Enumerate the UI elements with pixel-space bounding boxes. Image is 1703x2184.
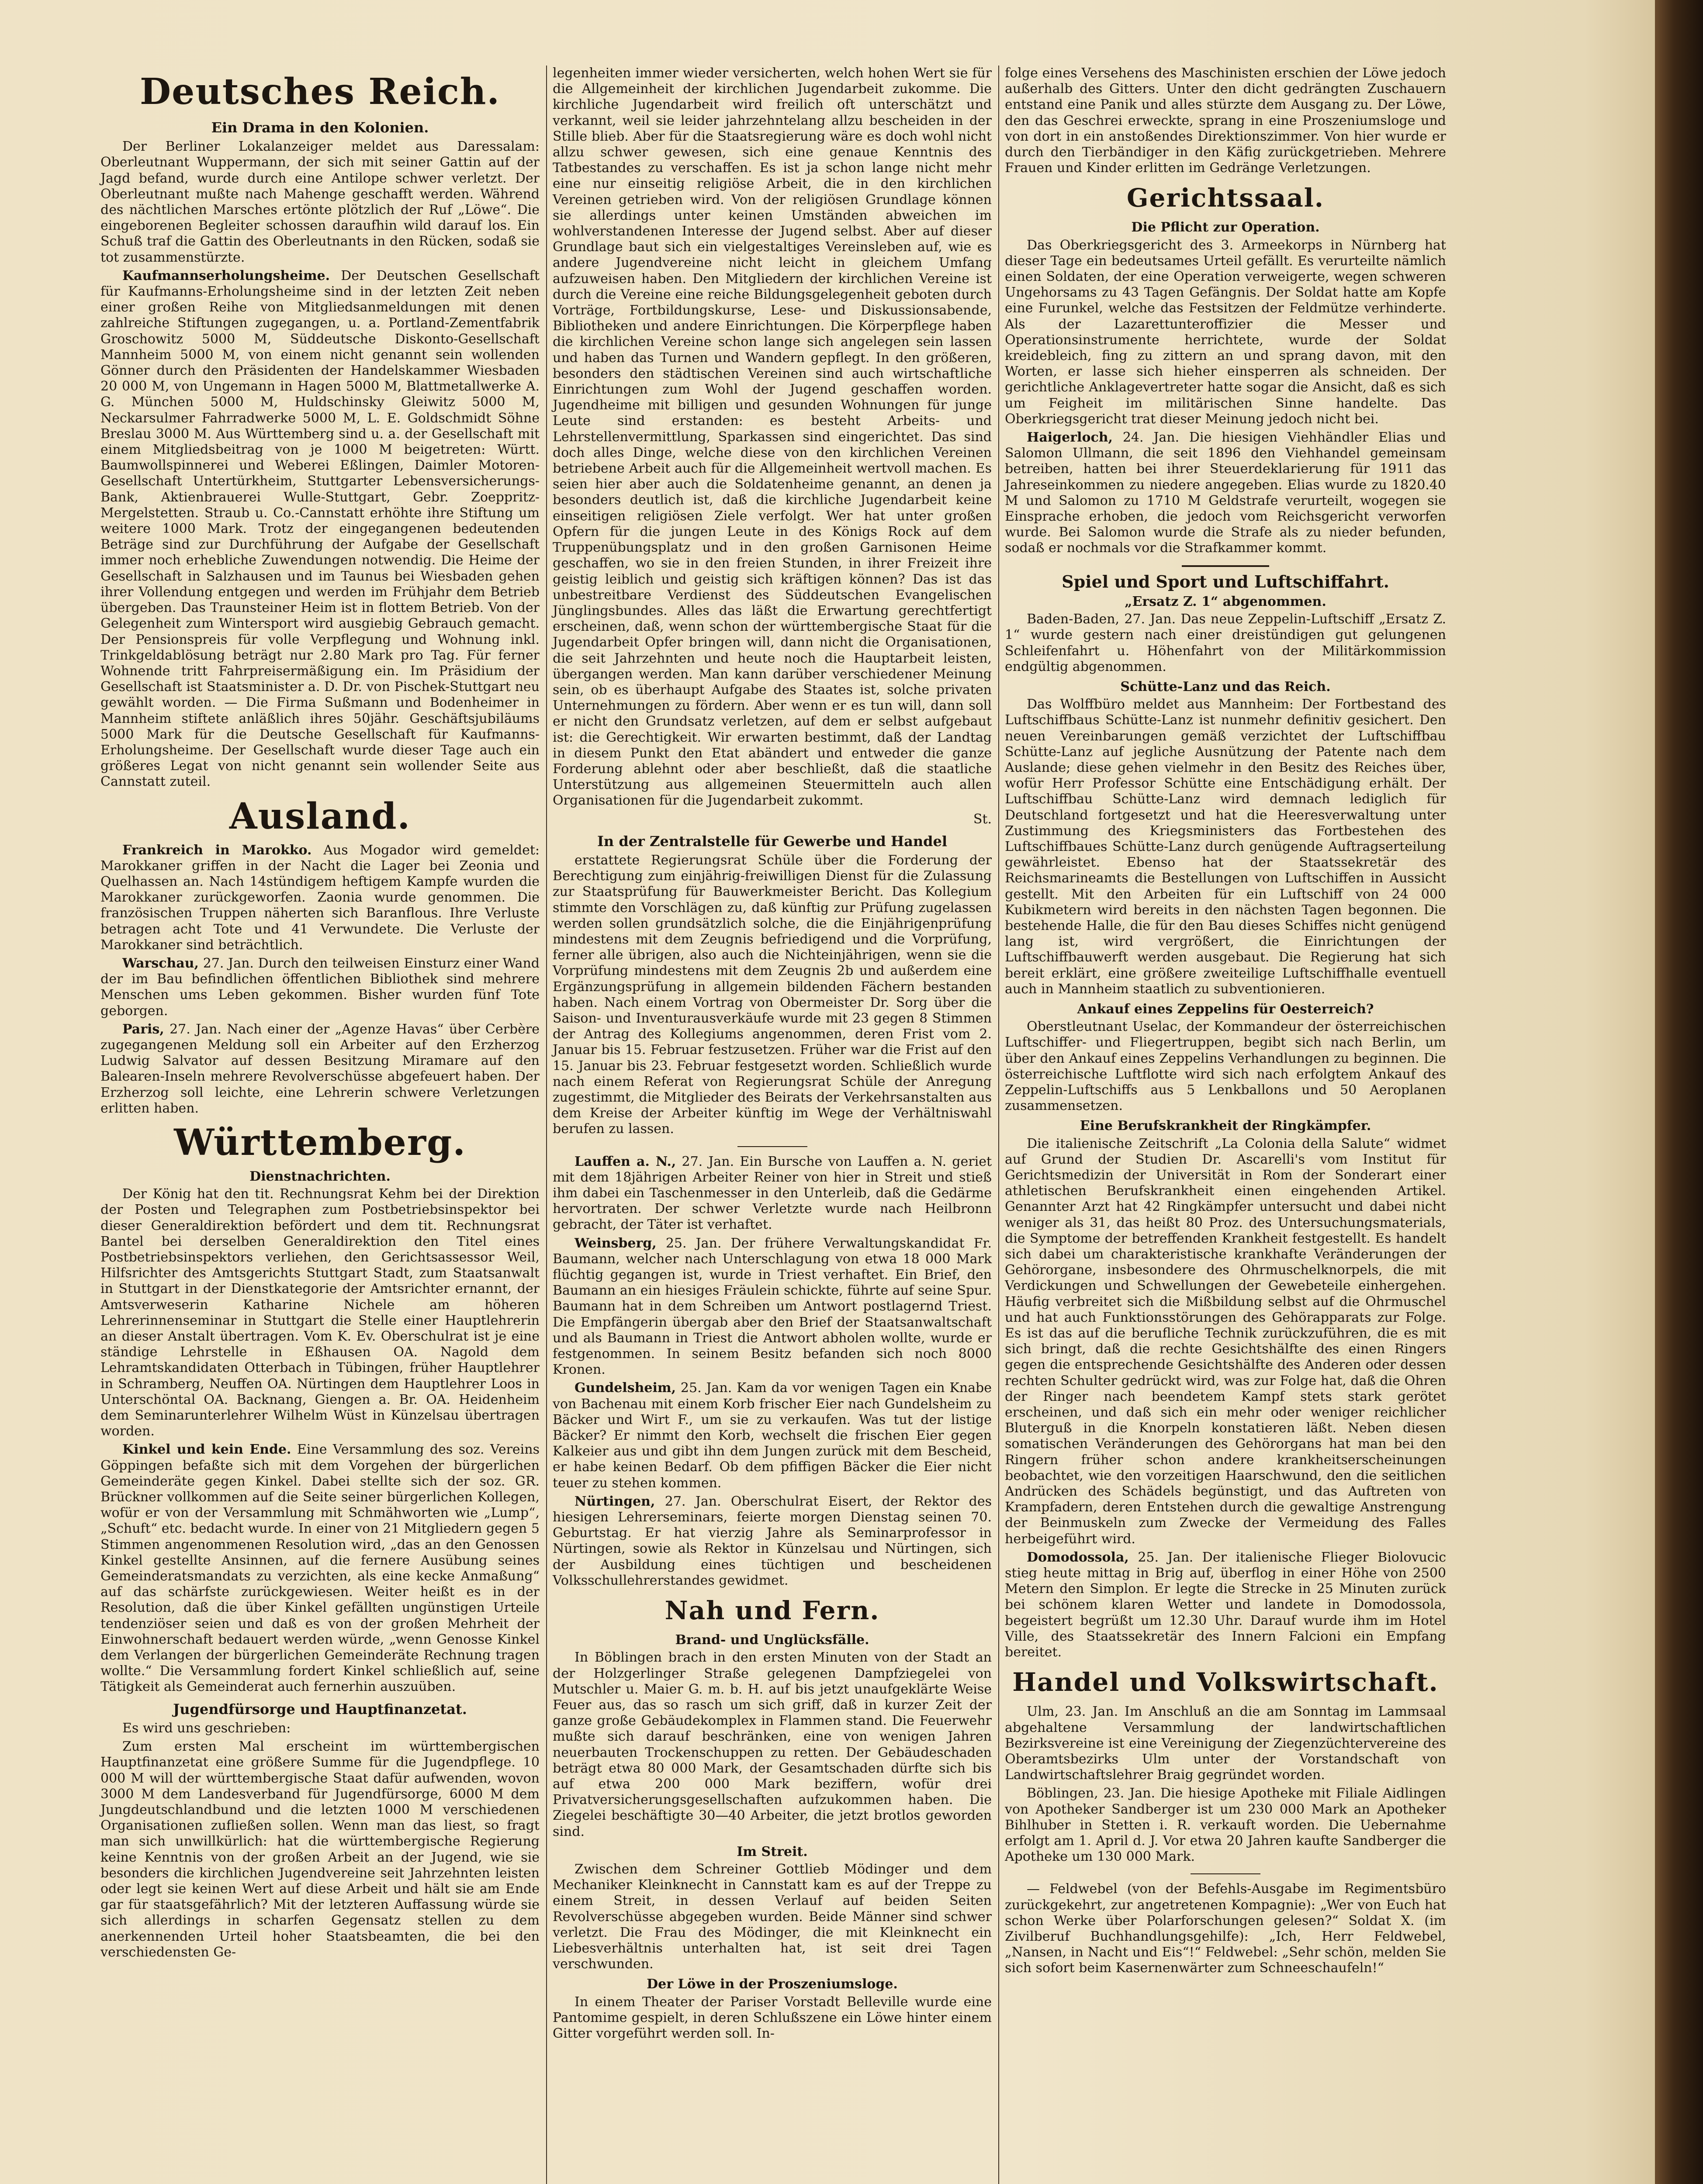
article-heading: Die Pflicht zur Operation. [1131, 220, 1320, 235]
article-body: Eine Versammlung des soz. Vereins Göppingen befaßte sich mit dem Vorgehen der bürgerlichen Gemeinderäte gegen Kinkel. Dabei stellte sich der soz. GR. Brückner vollkommen auf die Seite seiner bürgerlichen Kollegen, wofür er von der Versammlung mit Schmähworten wie „Lump“, „Schuft“ etc. bedacht wurde. In einer von 21 Mitgliedern gegen 5 Stimmen angenommenen Resolution wird, „das an den Genossen Kinkel gestellte Ansinnen, auf die fernere Ausübung seines Gemeinderatsmandats zu verzichten, als eine kecke Anmaßung“ auf das schärfste zurückgewiesen. Weiter heißt es in der Resolution, daß die über Kinkel gefällten ungünstigen Urteile tendenziöser seien und daß es von der großen Mehrheit der Einwohnerschaft bedauert werden würde, „wenn Genosse Kinkel dem Verlangen der bürgerlichen Gemeinderäte Rechnung tragen wollte.“ Die Versammlung fordert Kinkel schließlich auf, seine Tätigkeit als Gemeinderat auch fernerhin auszuüben. [100, 1442, 540, 1695]
article-text: legenheiten immer wieder versicherten, welch hohen Wert sie für die Allgemeinheit der kirchlichen Jugendarbeit zukomme. Die kirchliche Jugendarbeit wird freilich oft unterschätzt und verkannt, weil sie leider jahrzehntelang allzu bescheiden in der Stille blieb. Aber für die Staatsregierung wäre es doch wohl nicht allzu schwer gewesen, sich eine genaue Kenntnis des Tatbestandes zu verschaffen. Es ist ja schon lange nicht mehr eine nur einseitig religiöse Arbeit, die in den kirchlichen Vereinen getrieben wird. Von der religiösen Grundlage können sie allerdings unter keinen Umständen abweichen im wohlverstandenen Interesse der Jugend selbst. Aber auf dieser Grundlage baut sich ein vielgestaltiges Vereinsleben auf, wie es andere Jugendvereine nicht leicht in gleichem Umfang aufzuweisen haben. Den Mitgliedern der kirchlichen Vereine ist durch die Vereine eine reiche Bildungsgelegenheit geboten durch Vorträge, Fortbildungskurse, Lese- und Diskussionsabende, Bibliotheken und andere Einrichtungen. Die Körperpflege haben die kirchlichen Vereine schon lange sich angelegen sein lassen und haben das Turnen und Wandern gepflegt. In den größeren, besonders den städtischen Vereinen sind auch wirtschaftliche Einrichtungen zum Wohl der Jugend geschaffen worden. Jugendheime mit billigen und gesunden Wohnungen für junge Leute sind erstanden: es besteht Arbeits- und Lehrstellenvermittlung, Sparkassen sind eingerichtet. Das sind doch alles Dinge, welche diese von den kirchlichen Vereinen betriebene Arbeit auch für die Allgemeinheit wertvoll machen. Es seien hier aber auch die Soldatenheime genannt, an denen ja besonders deutlich ist, daß die kirchliche Jugendarbeit keine einseitigen religiösen Ziele verfolgt. Wer hat unter großen Opfern für die jungen Leute in des Königs Rock auf dem Truppenübungsplatz und in den großen Garnisonen Heime geschaffen, wo sie in den freien Stunden, in ihrer Freizeit ihre geistig leiblich und geistig sich kräftigen können? Das ist das unbestreitbare Verdienst des Süddeutschen Evangelischen Jünglingsbundes. Alles das läßt die Erwartung gerechtfertigt erscheinen, daß, wenn schon der württembergische Staat für die Jugendarbeit Opfer bringen will, dann nicht die Organisationen, die seit Jahrzehnten und heute noch die Hauptarbeit leisten, übergangen werden. Man kann darüber verschiedener Meinung sein, ob es überhaupt Aufgabe des Staates ist, solche privaten Unternehmungen zu fördern. Aber wenn er es tun will, dann soll er nicht den Grundsatz verletzen, auf dem er selbst aufgebaut ist: die Gerechtigkeit. Wir erwarten bestimmt, daß der Landtag in diesem Punkt den Etat abändert und entweder die ganze Forderung ablehnt oder aber beschließt, daß die staatliche Unterstützung aus allgemeinen Steuermitteln auch allen Organisationen für die Jugendarbeit zukommt. [553, 66, 992, 809]
article-lead: Haigerloch, [1027, 430, 1113, 446]
article-text [100, 1022, 540, 1116]
section-title-wuerttemberg: Württemberg. [174, 1121, 466, 1164]
section-title-gerichtssaal: Gerichtssaal. [1127, 183, 1324, 213]
article-text: Zwischen dem Schreiner Gottlieb Mödinger und dem Mechaniker Kleinknecht in Cannstatt kam es auf der Treppe zu einem Streit, in dessen Verlauf auf beiden Seiten Revolverschüsse abgegeben wurden. Beide Männer sind schwer verletzt. Die Frau des Mödinger, die mit Kleinknecht ein Liebesverhältnis unterhalten hat, ist seit drei Tagen verschwunden. [553, 1861, 992, 1972]
divider [1182, 565, 1269, 567]
article-lead: Weinsberg, [575, 1235, 657, 1251]
article-text: Der König hat den tit. Rechnungsrat Kehm bei der Direktion der Posten und Telegraphen zum Postbetriebsinspektor bei dieser Generaldirektion befördert und dem tit. Rechnungsrat Bantel bei derselben Generaldirektion den Titel eines Postbetriebsinspektors verliehen, den Gerichtsassessor Weil, Hilfsrichter des Amtsgerichts Stuttgart Stadt, zum Staatsanwalt in Stuttgart in der Dienstkategorie der Amtsrichter ernannt, der Amtsverweserin Katharine Nichele am höheren Lehrerinnenseminar in Stuttgart die Stelle einer Hauptlehrerin an dieser Anstalt übertragen. Vom K. Ev. Oberschulrat ist je eine ständige Lehrstelle in Eßhausen OA. Nagold dem Lehramtskandidaten Otterbach in Tübingen, früher Hauptlehrer in Schramberg, Neuffen OA. Nürtingen dem Hauptlehrer Loos in Unterschöntal OA. Backnang, Giengen a. Br. OA. Heidenheim dem Seminarunterlehrer Wilhelm Wüst in Künzelsau übertragen worden. [100, 1186, 540, 1439]
book-binding [1655, 0, 1703, 2184]
article-lead: Domodossola, [1027, 1549, 1129, 1565]
article-text: In einem Theater der Pariser Vorstadt Belleville wurde eine Pantomime gespielt, in deren Schlußszene ein Löwe hinter einem Gitter vorgeführt werden soll. In- [553, 1994, 992, 2041]
section-title-deutsches-reich: Deutsches Reich. [140, 71, 500, 113]
column-2 [553, 66, 992, 2044]
article-signature: St. [973, 811, 992, 827]
article-text [1005, 1550, 1446, 1660]
article-lead: Kaufmannserholungsheime. [122, 268, 330, 283]
article-text [553, 1154, 992, 1233]
article-text: Ulm, 23. Jan. Im Anschluß an die am Sonntag im Lammsaal abgehaltene Versammlung der landwirtschaftlichen Bezirksvereine ist eine Vereinigung der Ziegenzüchtervereine des Oberamtsbezirks Ulm unter der Vorstandschaft von Landwirtschaftslehrer Braig gegründet worden. [1005, 1704, 1446, 1783]
article-lead: Paris, [122, 1021, 164, 1037]
article-heading: Ankauf eines Zeppelins für Oesterreich? [1077, 1001, 1374, 1017]
article-text: erstattete Regierungsrat Schüle über die Forderung der Berechtigung zum einjährig-freiwilligen Dienst für die Zulassung zur Staatsprüfung für Bauwerkmeister Bericht. Das Kollegium stimmte den Vorschlägen zu, daß künftig zur Prüfung zugelassen werden sollen grundsätzlich solche, die die Einjährigenprüfung mindestens mit dem Zeugnis befriedigend und die Vorprüfung, ferner alle übrigen, also auch die Nichteinjährigen, wenn sie die Vorprüfung mindestens mit dem Zeugnis 2b und außerdem eine Ergänzungsprüfung in allgemein bildenden Fächern bestanden haben. Nach einem Vortrag von Obermeister Dr. Sorg über die Saison- und Inventurausverkäufe wurde mit 23 gegen 8 Stimmen der Antrag des Kollegiums angenommen, deren Frist vom 2. Januar bis 15. Februar festzusetzen. Früher war die Frist auf den 15. Januar bis 23. Februar festgesetzt worden. Schließlich wurde nach einem Referat von Regierungsrat Schüle der Anregung zugestimmt, die Mitglieder des Beirats der Verkehrsanstalten aus dem Kreise der Arbeiter künftig im Wege der Verhältniswahl berufen zu lassen. [553, 852, 992, 1137]
article-lead: Kinkel und kein Ende. [122, 1442, 291, 1458]
article-body: Aus Mogador wird gemeldet: Marokkaner griffen in der Nacht die Lager bei Zeonia und Quelhassen an. Nach 14stündigem heftigem Kampfe wurden die Marokkaner zurückgeworfen. Zaonia wurde genommen. Die französischen Truppen näherten sich Baranflous. Ihre Verluste betragen acht Tote und 41 Verwundete. Die Verluste der Marokkaner sind beträchtlich. [100, 842, 540, 953]
article-text: Oberstleutnant Uselac, der Kommandeur der österreichischen Luftschiffer- und Fliegertruppen, begibt sich nach Berlin, um über den Ankauf eines Zeppelins Verhandlungen zu beginnen. Die österreichische Luftflotte wird sich nach erfolgtem Ankauf des Zeppelin-Luftschiffs aus 5 Lenkballons und 50 Aeroplanen zusammensetzen. [1005, 1019, 1446, 1114]
article-heading: Im Streit. [737, 1844, 808, 1859]
article-heading: Schütte-Lanz und das Reich. [1120, 679, 1331, 695]
article-text [100, 956, 540, 1019]
article-body: 25. Jan. Der frühere Verwaltungskandidat Fr. Baumann, welcher nach Unterschlagung von etwa 18 000 Mark flüchtig gegangen ist, wurde in Triest verhaftet. Ein Brief, den Baumann an ein hiesiges Fräulein schickte, führte auf seine Spur. Baumann hat in dem Schreiben um Antwort postlagernd Triest. Die Empfängerin übergab aber den Brief der Staatsanwaltschaft und als Baumann in Triest die Antwort abholen wollte, wurde er festgenommen. In seinem Besitz befanden sich noch 8000 Kronen. [553, 1235, 992, 1378]
article-heading: Brand- und Unglücksfälle. [675, 1632, 869, 1648]
article-heading: Eine Berufskrankheit der Ringkämpfer. [1080, 1118, 1371, 1134]
column-1 [100, 66, 540, 1963]
column-rule [998, 66, 999, 2184]
article-heading: „Ersatz Z. 1“ abgenommen. [1125, 594, 1326, 609]
article-lead: Gundelsheim, [575, 1380, 676, 1396]
article-text: Zum ersten Mal erscheint im württembergischen Hauptfinanzetat eine größere Summe für die Jugendpflege. 10 000 M will der württembergische Staat dafür aufwenden, wovon 3000 M dem Landesverband für Jugendfürsorge, 6000 M dem Jungdeutschlandbund und die letzten 1000 M verschiedenen Organisationen zufließen sollen. Wenn man das liest, so fragt man sich unwillkürlich: hat die württembergische Regierung keine Kenntnis von der großen Arbeit an der Jugend, wie sie besonders die kirchlichen Jugendvereine seit Jahrzehnten leisten oder legt sie keinen Wert auf diese Arbeit und hält sie am Ende gar für staatsgefährlich? Mit der letzteren Auffassung würde sie sich allerdings in scharfen Gegensatz stellen zu dem anerkennenden Urteil hoher Staatsbeamten, die bei den verschiedensten Ge- [100, 1739, 540, 1960]
article-body: Der Deutschen Gesellschaft für Kaufmanns-Erholungsheime sind in der letzten Zeit neben einer großen Reihe von Mitgliedsanmeldungen mit denen zahlreiche Stiftungen zugegangen, u. a. Portland-Zementfabrik Groschowitz 5000 M, Süddeutsche Diskonto-Gesellschaft Mannheim 5000 M, von einem nicht genannt sein wollenden Gönner durch den Präsidenten der Handelskammer Wiesbaden 20 000 M, von Ungemann in Hagen 5000 M, Blattmetallwerke A. G. München 5000 M, Huldschinsky Gleiwitz 5000 M, Neckarsulmer Fahrradwerke 5000 M, L. E. Goldschmidt Söhne Breslau 3000 M. Aus Württemberg sind u. a. der Gesellschaft mit einem Mitgliedsbeitrag von je 1000 M beigetreten: Württ. Baumwollspinnerei und Weberei Eßlingen, Daimler Motoren-Gesellschaft Untertürkheim, Stuttgarter Lebensversicherungs-Bank, Aktienbrauerei Wulle-Stuttgart, Gebr. Zoeppritz-Mergelstetten. Straub u. Co.-Cannstatt erhöhte ihre Stiftung um weitere 1000 Mark. Trotz der eingegangenen bedeutenden Beträge sind zur Durchführung der Aufgabe der Gesellschaft immer noch erhebliche Zuwendungen notwendig. Die Heime der Gesellschaft in Salzhausen und im Taunus bei Wiesbaden gehen ihrer Vollendung entgegen und werden im Frühjahr dem Betrieb übergeben. Das Traunsteiner Heim ist in flottem Betrieb. Von der Gelegenheit zum Wintersport wird ausgiebig Gebrauch gemacht. Der Pensionspreis für volle Verpflegung und Wohnung inkl. Trinkgeldablösung beträgt nur 2.80 Mark pro Tag. Für ferner Wohnende tritt Fahrpreisermäßigung ein. Im Präsidium der Gesellschaft ist Staatsminister a. D. Dr. von Pischek-Stuttgart neu gewählt worden. — Die Firma Sußmann und Bodenheimer in Mannheim stiftete anläßlich ihres 50jähr. Geschäftsjubiläums 5000 Mark für die Deutsche Gesellschaft für Kaufmanns-Erholungsheime. Der Gesellschaft wurde dieser Tage auch ein größeres Legat von nicht genannt sein wollender Seite aus Cannstatt zuteil. [100, 268, 540, 790]
article-heading: Ein Drama in den Kolonien. [211, 119, 429, 136]
article-body: 25. Jan. Der italienische Flieger Biolovucic stieg heute mittag in Brig auf, überflog in einer Höhe von 2500 Metern den Simplon. Er legte die Strecke in 25 Minuten zurück bei schönem klaren Wetter und landete in Domodossola, begeistert begrüßt um 12.30 Uhr. Darauf wurde ihm im Hotel Ville, des Staatssekretär des Innern Falcioni ein Empfang bereitet. [1005, 1549, 1446, 1660]
article-lead: Lauffen a. N., [575, 1154, 676, 1169]
article-text: — Feldwebel (von der Befehls-Ausgabe im Regimentsbüro zurückgekehrt, zur angetretenen Kompagnie): „Wer von Euch hat schon Werke über Polarforschungen gelesen?“ Soldat X. (im Zivilberuf Buchhandlungsgehilfe): „Ich, Herr Feldwebel, „Nansen, in Nacht und Eis“!“ Feldwebel: „Sehr schön, melden Sie sich sofort beim Kasernenwärter zum Schneeschaufeln!“ [1005, 1881, 1446, 1976]
article-heading: Jugendfürsorge und Hauptfinanzetat. [173, 1700, 467, 1717]
article-text: Die italienische Zeitschrift „La Colonia della Salute“ widmet auf Grund der Studien Dr. Ascarelli's vom Institut für Gerichtsmedizin der Universität in Rom der Sonderart einer athletischen Berufskrankheit einen eingehenden Artikel. Genannter Arzt hat 42 Ringkämpfer untersucht und dabei nicht weniger als 31, das heißt 80 Proz. des Untersuchungsmaterials, die Symptome der betreffenden Krankheit festgestellt. Es handelt sich dabei um charakteristische krankhafte Veränderungen der Gehörorgane, insbesondere des Ohrmuschelknorpels, die mit Verdickungen und Schwellungen der Gewebeteile einhergehen. Häufig verbreitet sich die Mißbildung selbst auf die Ohrmuschel und hat auch Funktionsstörungen des Gehörapparats zur Folge. Es ist das auf die berufliche Technik zurückzuführen, die es mit sich bringt, daß die rechte Gesichtshälfte des einen Ringers gegen die entsprechende Gesichtshälfte des Anderen oder dessen rechten Schulter gedrückt wird, was zur Folge hat, daß die Ohren der Ringer nach beendetem Kampf stets stark gerötet erscheinen, und daß sich ein mehr oder weniger reichlicher Bluterguß in die Knorpeln konstatieren läßt. Neben diesen somatischen Veränderungen des Gehörorgans hat man bei den Ringern früher schon andere krankheitserscheinungen beobachtet, wie den vorzeitigen Haarschwund, den die seitlichen Andrücken des Schädels begünstigt, und das Auftreten von Krampfadern, deren Entstehen durch die gewaltige Anstrengung der Beinmuskeln zum Zwecke der Vermeidung des Falles herbeigeführt wird. [1005, 1136, 1446, 1547]
article-body: 24. Jan. Die hiesigen Viehhändler Elias und Salomon Ullmann, die seit 1896 den Viehhandel gemeinsam betreiben, hatten bei ihrer Steuerdeklarierung für 1911 das Jahreseinkommen zu niedere angegeben. Elias wurde zu 1820.40 M und Salomon zu 1710 M Geldstrafe verurteilt, wogegen sie Einsprache erhoben, die jedoch vom Reichsgericht verworfen wurde. Bei Salomon wurde die Strafe als zu nieder befunden, sodaß er nochmals vor die Strafkammer kommt. [1005, 430, 1446, 556]
section-title-handel: Handel und Volkswirtschaft. [1012, 1667, 1439, 1697]
article-heading: In der Zentralstelle für Gewerbe und Handel [597, 833, 948, 850]
article-text [100, 843, 540, 953]
article-text: In Böblingen brach in den ersten Minuten von der Stadt an der Holzgerlinger Straße gelegenen Dampfziegelei von Mutschler u. Maier G. m. b. H. auf bis jetzt unaufgeklärte Weise Feuer aus, das so rasch um sich griff, daß in kurzer Zeit der ganze große Gebäudekomplex in Flammen stand. Die Feuerwehr mußte sich darauf beschränken, eine von wenigen Jahren neuerbauten Trockenschuppen zu retten. Der Gebäudeschaden beträgt etwa 80 000 Mark, der Gesamtschaden dürfte sich bis auf etwa 200 000 Mark beziffern, wofür drei Privatversicherungsgesellschaften aufzukommen haben. Die Ziegelei beschäftigte 30—40 Arbeiter, die jetzt brotlos geworden sind. [553, 1650, 992, 1839]
article-subheading: Es wird uns geschrieben: [122, 1720, 291, 1736]
article-text [100, 268, 540, 790]
column-3 [1005, 66, 1446, 1979]
column-rule [546, 66, 547, 2184]
section-title-ausland: Ausland. [229, 795, 411, 837]
article-heading: Dienstnachrichten. [249, 1168, 391, 1184]
article-body: 25. Jan. Kam da vor wenigen Tagen ein Knabe von Bachenau mit einem Korb frischer Eier nach Gundelsheim zu Bäcker und Wirt F., um sie zu verkaufen. Was tut der listige Bäcker? Er nimmt den Korb, wechselt die frischen Eier gegen Kalkeier aus und gibt ihn dem Jungen zurück mit dem Bescheid, er habe keinen Bedarf. Ob dem pfiffigen Bäcker die Eier nicht teuer zu stehen kommen. [553, 1380, 992, 1491]
article-text: Das Oberkriegsgericht des 3. Armeekorps in Nürnberg hat dieser Tage ein bedeutsames Urteil gefällt. Es verurteilte nämlich einen Soldaten, der eine Operation verweigerte, wegen schweren Ungehorsams zu 43 Tagen Gefängnis. Der Soldat hatte am Kopfe eine Furunkel, welche das Festsitzen der Feldmütze verhinderte. Als der Lazarettunteroffizier die Messer und Operationsinstrumente herrichtete, wurde der Soldat kreidebleich, fing zu zittern an und sprang davon, mit den Worten, er lasse sich hieher einsperren als schneiden. Der gerichtliche Anklagevertreter hatte sogar die Ansicht, daß es sich um Feigheit im militärischen Sinne handelte. Das Oberkriegsgericht trat dieser Meinung jedoch nicht bei. [1005, 237, 1446, 427]
article-body: 27. Jan. Oberschulrat Eisert, der Rektor des hiesigen Lehrerseminars, feierte morgen Dienstag seinen 70. Geburtstag. Er hat vierzig Jahre als Seminarprofessor in Nürtingen, sowie als Rektor in Künzelsau und Nürtingen, sich der Ausbildung eines tüchtigen und bescheidenen Volksschullehrerstandes gewidmet. [553, 1493, 992, 1588]
article-text [100, 1442, 540, 1695]
article-body: 27. Jan. Nach einer der „Agenze Havas“ über Cerbère zugegangenen Meldung soll ein Arbeiter auf den Erzherzog Ludwig Salvator auf dessen Besitzung Miramare auf den Balearen-Inseln mehrere Revolverschüsse abgefeuert haben. Der Erzherzog soll leichte, eine Lehrerin schwere Verletzungen erlitten haben. [100, 1021, 540, 1116]
article-text [1005, 430, 1446, 556]
article-text [553, 1494, 992, 1589]
article-lead: Nürtingen, [575, 1493, 655, 1509]
article-lead: Frankreich in Marokko. [122, 842, 312, 858]
article-text: Das Wolffbüro meldet aus Mannheim: Der Fortbestand des Luftschiffbaus Schütte-Lanz ist nunmehr definitiv gesichert. Den neuen Vereinbarungen gemäß verzichtet der Luftschiffbau Schütte-Lanz auf jegliche Ausnützung der Patente nach dem Auslande; diese gehen vielmehr in den Besitz des Reiches über, wofür Herr Professor Schütte eine Entschädigung erhält. Der Luftschiffbau Schütte-Lanz wird demnach lediglich für Deutschland fortgesetzt und hat die Heeresverwaltung unter Zustimmung des Kriegsministers das Fortbestehen des Luftschiffbaues Schütte-Lanz durch genügende Auftragserteilung gewährleistet. Ebenso hat der Staatssekretär des Reichsmarineamts die Bestellungen von Luftschiffen in Aussicht gestellt. Mit den Arbeiten für ein Luftschiff von 24 000 Kubikmetern wird bereits in den nächsten Tagen begonnen. Die bestehende Halle, die für den Bau dieses Schiffes nicht genügend lang ist, wird vergrößert, die Einrichtungen der Luftschiffbauwerft werden ausgebaut. Die Regierung hat sich bereit erklärt, eine größere zweiteilige Luftschiffhalle eventuell auch in Mannheim staatlich zu subventionieren. [1005, 697, 1446, 997]
article-lead: Warschau, [122, 955, 199, 971]
article-text: folge eines Versehens des Maschinisten erschien der Löwe jedoch außerhalb des Gitters. Unter den dicht gedrängten Zuschauern entstand eine Panik und alles stürzte dem Ausgang zu. Der Löwe, den das Geschrei erweckte, sprang in eine Proszeniumsloge und von dort in ein anstoßendes Direktionszimmer. Von hier wurde er durch den Tierbändiger in den Käfig zurückgetrieben. Mehrere Frauen und Kinder erlitten im Gedränge Verletzungen. [1005, 66, 1446, 176]
article-text [553, 1380, 992, 1491]
article-text [553, 1236, 992, 1378]
article-text: Baden-Baden, 27. Jan. Das neue Zeppelin-Luftschiff „Ersatz Z. 1“ wurde gestern nach einer dreistündigen gut gelungenen Schleifenfahrt u. Höhenfahrt von der Militärkommission endgültig abgenommen. [1005, 612, 1446, 674]
section-title-spiel-sport: Spiel und Sport und Luftschiffahrt. [1062, 571, 1389, 591]
article-body: 27. Jan. Durch den teilweisen Einsturz einer Wand der im Bau befindlichen öffentlichen Bibliothek sind mehrere Menschen ums Leben gekommen. Bisher wurden fünf Tote geborgen. [100, 955, 540, 1019]
article-body: 27. Jan. Ein Bursche von Lauffen a. N. geriet mit dem 18jährigen Arbeiter Reiner von hier in Streit und stieß ihm dabei ein Taschenmesser in den Unterleib, daß die Gedärme hervortraten. Der schwer Verletzte wurde nach Heilbronn gebracht, der Täter ist verhaftet. [553, 1154, 992, 1233]
article-text: Der Berliner Lokalanzeiger meldet aus Daressalam: Oberleutnant Wuppermann, der sich mit seiner Gattin auf der Jagd befand, wurde durch eine Antilope schwer verletzt. Der Oberleutnant mußte nach Mahenge geschafft werden. Während des nächtlichen Marsches ertönte plötzlich der Ruf „Löwe“. Die eingeborenen Begleiter schossen daraufhin wild darauf los. Ein Schuß traf die Gattin des Oberleutnants in den Rücken, sodaß sie tot zusammenstürzte. [100, 139, 540, 265]
section-title-nah-und-fern: Nah und Fern. [665, 1596, 880, 1626]
divider [737, 1146, 807, 1147]
divider [1191, 1873, 1260, 1874]
article-text: Böblingen, 23. Jan. Die hiesige Apotheke mit Filiale Aidlingen von Apotheker Sandberger ist um 230 000 Mark an Apotheker Bihlhuber in Stetten i. R. verkauft worden. Die Uebernahme erfolgt am 1. April d. J. Vor etwa 20 Jahren kaufte Sandberger die Apotheke um 130 000 Mark. [1005, 1786, 1446, 1865]
article-heading: Der Löwe in der Proszeniumsloge. [647, 1977, 898, 1992]
